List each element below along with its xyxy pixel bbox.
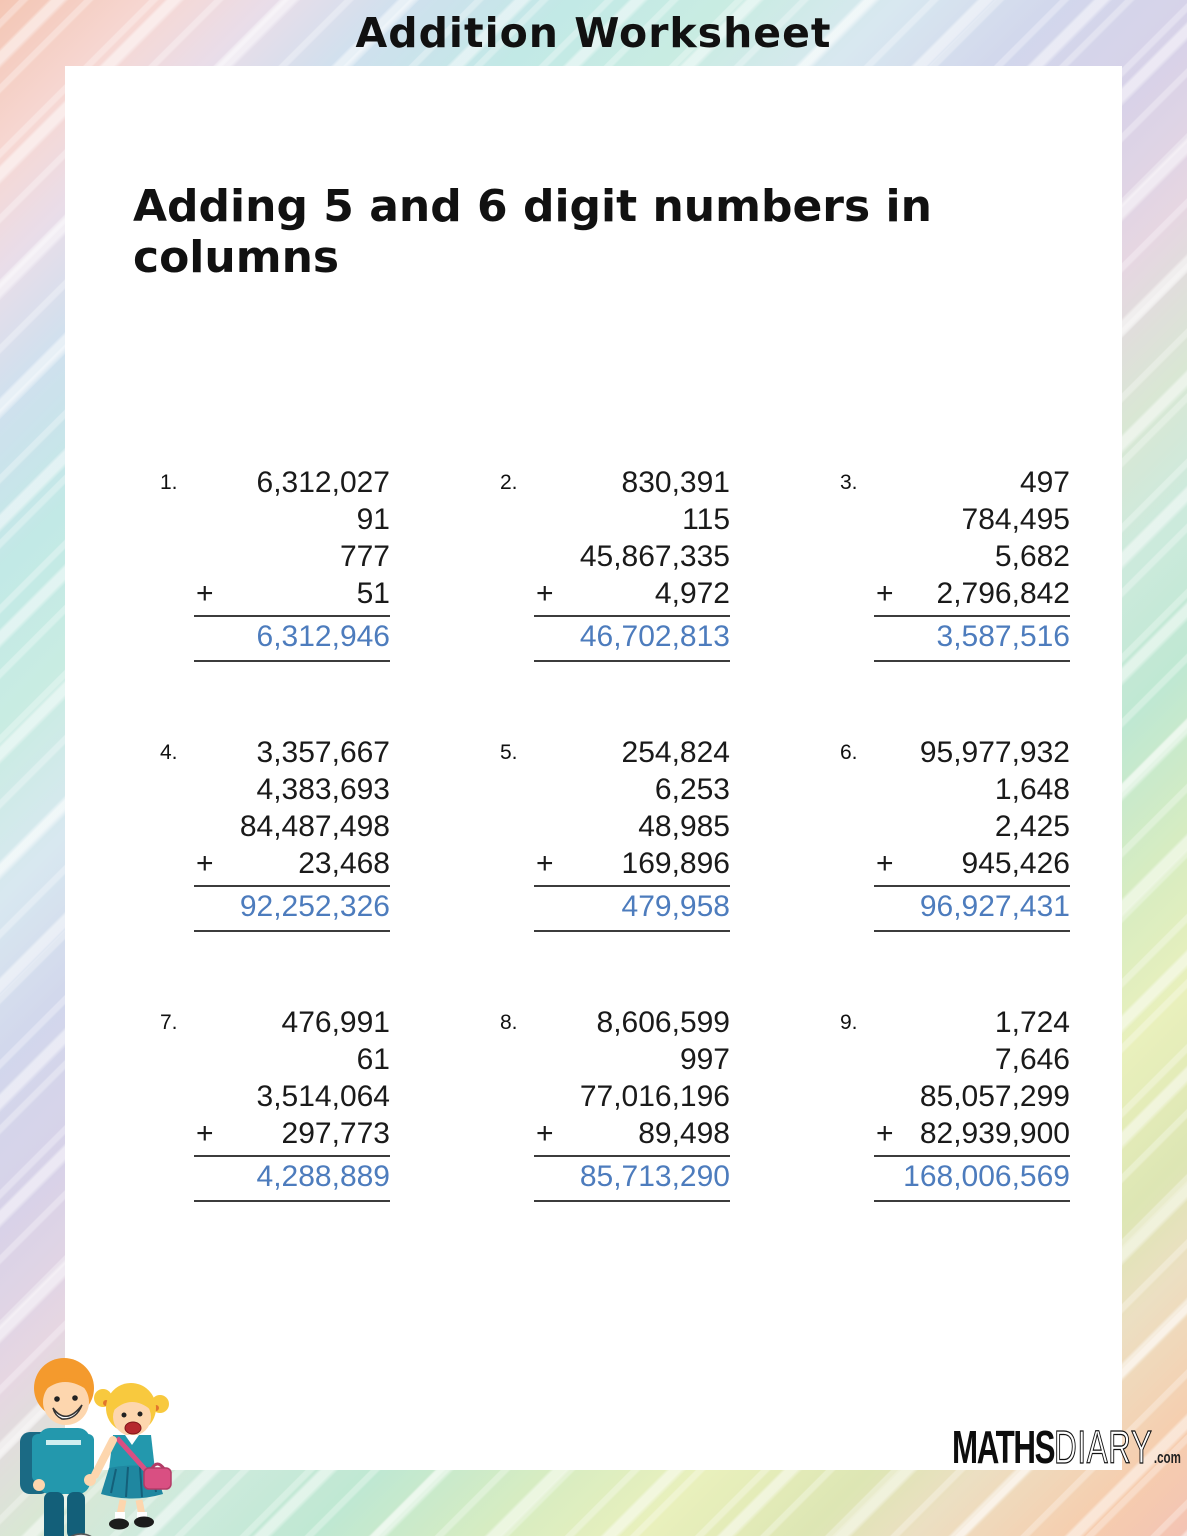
addend-value xyxy=(194,538,390,575)
addend-number: 1,648 xyxy=(994,773,1070,806)
addend-value xyxy=(194,1004,390,1041)
addend-number: 169,896 xyxy=(621,847,730,880)
addend-number: 476,991 xyxy=(281,1006,390,1039)
girl-shoe-left xyxy=(109,1519,129,1530)
plus-operator: + xyxy=(876,847,894,880)
addend-number: 3,357,667 xyxy=(256,736,390,769)
sum-line-bottom xyxy=(194,660,390,662)
plus-operator: + xyxy=(536,577,554,610)
addend-value xyxy=(534,734,730,771)
addend-number: 297,773 xyxy=(281,1117,390,1150)
title-band xyxy=(0,0,1187,66)
addend-value xyxy=(534,1041,730,1078)
sum-value: 46,702,813 xyxy=(579,620,730,653)
girl-sock-left xyxy=(115,1512,125,1519)
boy-shirt-stripe xyxy=(46,1440,84,1445)
sum-line-bottom xyxy=(534,1200,730,1202)
addend-value xyxy=(534,1078,730,1115)
addend-value xyxy=(534,538,730,575)
addend-number: 6,253 xyxy=(654,773,730,806)
addend-value xyxy=(194,1041,390,1078)
boy-eye-left xyxy=(54,1396,60,1402)
problem-number: 7. xyxy=(160,1011,178,1034)
problem-block xyxy=(194,464,390,662)
addend-number: 254,824 xyxy=(621,736,730,769)
addend-number: 3,514,064 xyxy=(256,1080,390,1113)
addition-problem xyxy=(500,1004,840,1274)
addend-number: 2,796,842 xyxy=(936,577,1070,610)
sum-line-bottom xyxy=(874,660,1070,662)
problem-block xyxy=(534,1004,730,1202)
girl-eye-left xyxy=(122,1413,127,1418)
plus-operator: + xyxy=(196,577,214,610)
addition-problem xyxy=(500,734,840,1004)
problem-block xyxy=(874,1004,1070,1202)
problem-block xyxy=(534,734,730,932)
addend-number: 4,972 xyxy=(654,577,730,610)
addend-value xyxy=(874,734,1070,771)
problem-number: 5. xyxy=(500,741,518,764)
girl-shoe-right xyxy=(134,1517,154,1528)
worksheet-title: Addition Worksheet xyxy=(355,9,832,57)
addend-number: 45,867,335 xyxy=(579,540,730,573)
problem-block xyxy=(534,464,730,662)
sum-value: 3,587,516 xyxy=(936,620,1070,653)
plus-operator: + xyxy=(876,577,894,610)
problem-block xyxy=(194,734,390,932)
plus-operator: + xyxy=(536,1117,554,1150)
addend-value xyxy=(874,501,1070,538)
addend-number: 61 xyxy=(356,1043,390,1076)
addend-number: 23,468 xyxy=(298,847,390,880)
addend-value xyxy=(194,771,390,808)
addend-number: 8,606,599 xyxy=(596,1006,730,1039)
addend-value xyxy=(534,771,730,808)
problem-block xyxy=(874,464,1070,662)
addition-problem xyxy=(840,464,1180,734)
problem-number: 3. xyxy=(840,471,858,494)
addend-number: 777 xyxy=(339,540,390,573)
addend-value xyxy=(874,1078,1070,1115)
addend-number: 784,495 xyxy=(961,503,1070,536)
addition-problem xyxy=(840,734,1180,1004)
addend-value xyxy=(534,808,730,845)
addition-problem xyxy=(500,464,840,734)
boy-left-arm xyxy=(32,1434,45,1482)
addend-number: 497 xyxy=(1019,466,1070,499)
sum-line-bottom xyxy=(874,930,1070,932)
plus-operator: + xyxy=(876,1117,894,1150)
logo-diary-text: DIARY xyxy=(1054,1421,1153,1473)
mathsdiary-logo xyxy=(952,1420,1181,1474)
boy-eye-right xyxy=(72,1395,78,1401)
addend-value xyxy=(194,1115,390,1152)
plus-operator: + xyxy=(196,847,214,880)
addend-number: 77,016,196 xyxy=(579,1080,730,1113)
addend-value xyxy=(874,1041,1070,1078)
addend-value xyxy=(194,464,390,501)
addend-number: 5,682 xyxy=(994,540,1070,573)
addend-value xyxy=(534,464,730,501)
addend-number: 997 xyxy=(679,1043,730,1076)
kids-illustration xyxy=(4,1342,186,1536)
addend-number: 2,425 xyxy=(994,810,1070,843)
addend-value xyxy=(194,845,390,882)
addend-value xyxy=(874,1004,1070,1041)
problem-block xyxy=(194,1004,390,1202)
addend-value xyxy=(874,538,1070,575)
addend-number: 7,646 xyxy=(994,1043,1070,1076)
addition-problem xyxy=(160,464,500,734)
addend-value xyxy=(874,808,1070,845)
addend-value xyxy=(874,464,1070,501)
addend-value xyxy=(534,575,730,612)
addend-value xyxy=(194,501,390,538)
addend-number: 6,312,027 xyxy=(256,466,390,499)
problem-number: 6. xyxy=(840,741,858,764)
addend-value xyxy=(874,771,1070,808)
problems-grid xyxy=(160,464,1180,1274)
addend-number: 84,487,498 xyxy=(239,810,390,843)
problem-block xyxy=(874,734,1070,932)
addend-number: 48,985 xyxy=(638,810,730,843)
addend-number: 85,057,299 xyxy=(919,1080,1070,1113)
problem-number: 4. xyxy=(160,741,178,764)
addend-number: 830,391 xyxy=(621,466,730,499)
sum-line-bottom xyxy=(874,1200,1070,1202)
addend-number: 1,724 xyxy=(994,1006,1070,1039)
addend-number: 51 xyxy=(356,577,390,610)
plus-operator: + xyxy=(536,847,554,880)
addend-value xyxy=(874,1115,1070,1152)
problem-number: 8. xyxy=(500,1011,518,1034)
addition-problem xyxy=(160,734,500,1004)
addend-value xyxy=(534,1115,730,1152)
boy-leg-right xyxy=(67,1492,85,1536)
problem-number: 1. xyxy=(160,471,178,494)
addend-number: 115 xyxy=(682,503,730,536)
boy-right-arm xyxy=(81,1434,94,1478)
boy-left-hand xyxy=(33,1479,45,1491)
sum-value: 6,312,946 xyxy=(256,620,390,653)
girl-mouth xyxy=(125,1422,141,1434)
problem-number: 2. xyxy=(500,471,518,494)
addend-number: 91 xyxy=(356,503,390,536)
logo-tld-text: .com xyxy=(1153,1448,1181,1467)
boy-leg-left xyxy=(44,1492,64,1536)
problem-number: 9. xyxy=(840,1011,858,1034)
addend-value xyxy=(874,575,1070,612)
sum-value: 92,252,326 xyxy=(239,890,390,923)
addend-number: 945,426 xyxy=(961,847,1070,880)
addition-problem xyxy=(840,1004,1180,1274)
addend-number: 95,977,932 xyxy=(919,736,1070,769)
plus-operator: + xyxy=(196,1117,214,1150)
sum-line-bottom xyxy=(194,930,390,932)
addend-number: 4,383,693 xyxy=(256,773,390,806)
addend-value xyxy=(874,845,1070,882)
sum-line-bottom xyxy=(534,930,730,932)
worksheet-heading: Adding 5 and 6 digit numbers in columns xyxy=(133,181,932,284)
addend-value xyxy=(194,734,390,771)
sum-value: 96,927,431 xyxy=(919,890,1070,923)
sum-value: 4,288,889 xyxy=(256,1160,390,1193)
girl-bag xyxy=(144,1468,171,1489)
sum-value: 168,006,569 xyxy=(903,1160,1070,1193)
addend-number: 82,939,900 xyxy=(919,1117,1070,1150)
sum-value: 479,958 xyxy=(621,890,730,923)
sum-line-bottom xyxy=(534,660,730,662)
sum-value: 85,713,290 xyxy=(579,1160,730,1193)
sum-line-bottom xyxy=(194,1200,390,1202)
girl-eye-right xyxy=(138,1412,143,1417)
logo-maths-text: MATHS xyxy=(952,1421,1055,1473)
addend-value xyxy=(194,808,390,845)
addend-value xyxy=(534,501,730,538)
addend-value xyxy=(194,1078,390,1115)
addend-value xyxy=(194,575,390,612)
addend-value xyxy=(534,1004,730,1041)
addition-problem xyxy=(160,1004,500,1274)
addend-value xyxy=(534,845,730,882)
addend-number: 89,498 xyxy=(638,1117,730,1150)
